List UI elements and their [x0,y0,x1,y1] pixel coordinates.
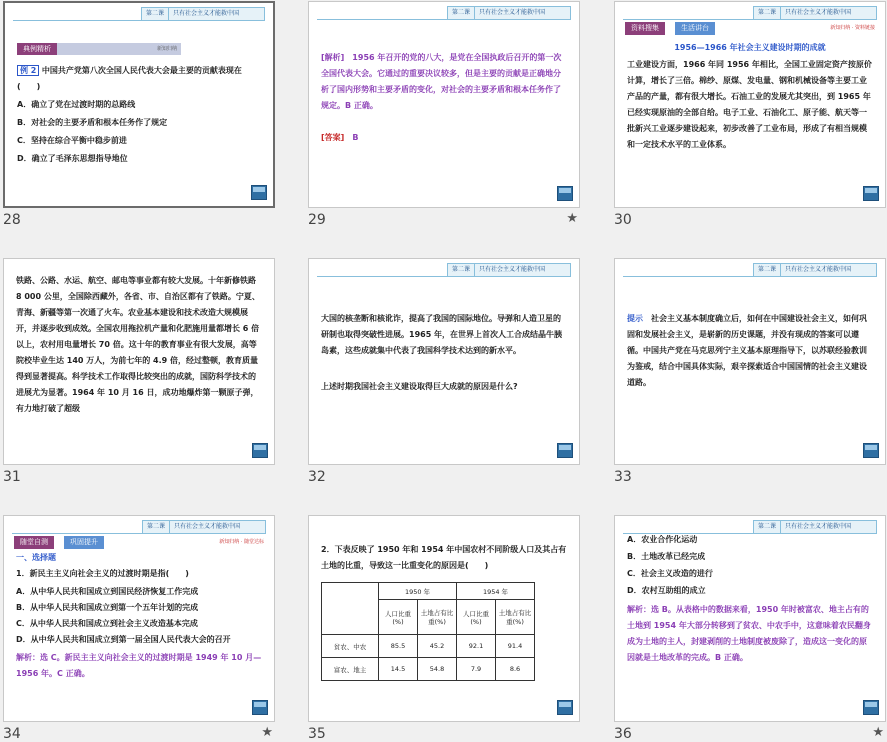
nav-corner-icon [557,186,573,201]
option-a: A．确立了党在过渡时期的总路线 [17,100,136,109]
question-text: 1．新民主主义向社会主义的过渡时期是指( ) [16,569,189,578]
analysis-text: 解析：选 C。新民主主义向社会主义的过渡时期是 1949 年 10 月—1956 年。C 正确。 [16,653,262,678]
slide-header: 第二课 只有社会主义才能救中国 [753,6,877,20]
body-text: 铁路、公路、水运、航空、邮电等事业都有较大发展。十年新修铁路 8 000 公里，全国除西藏外，各省、市、自治区都有了铁路。宁夏、青海、新疆等第一次通了火车。农业基本建设和技术改造大规模展开，并逐步收到成效。全国农用拖拉机产量和化肥施用量都增长 6 倍以上，农村用电量增长 70 倍。这十年的教育事业有很大发展，高等院校毕业生达 140 万人，为前七年的 4.9 倍，经过整顿，教育质量得到显著提高。科学技术工作取得比较突出的成就，国防科学技术的进展尤为显著。1964 年 10 月 16 日，成功地爆炸第一颗原子弹，有力地打破了超级 [16,276,260,413]
slide-header: 第二课 只有社会主义才能救中国 [753,263,877,277]
nav-corner-icon [251,185,267,200]
option-b: B．对社会的主要矛盾和根本任务作了规定 [17,118,168,127]
option-b: B．土地改革已经完成 [627,552,706,561]
table-sub-header: 土地占有比重(%) [418,600,457,635]
option-c: C．坚持在综合平衡中稳步前进 [17,136,127,145]
slide-number: 35 [308,726,326,742]
nav-corner-icon [557,700,573,715]
table-year-header: 1954 年 [457,583,535,600]
slide-number: 31 [3,469,21,485]
slide-number: 36 [614,726,632,742]
table-sub-header: 人口比重(%) [379,600,418,635]
section-tag: 资料搜集 生活讲台 [625,22,735,35]
star-icon[interactable]: ★ [261,725,273,740]
nav-corner-icon [863,443,879,458]
body-text: 大国的核垄断和核讹诈，提高了我国的国际地位。导弹和人造卫星的研制也取得突破性进展。1965 年，在世界上首次人工合成结晶牛胰岛素，这些成就集中代表了我国科学技术达到的新水平。 [321,314,563,355]
table-sub-header: 人口比重(%) [457,600,496,635]
slide-header: 第二课 只有社会主义才能救中国 [447,263,571,277]
slide-number: 32 [308,469,326,485]
star-icon[interactable]: ★ [566,211,578,226]
nav-corner-icon [557,443,573,458]
answer-line: [答案] B [321,133,359,142]
nav-corner-icon [252,443,268,458]
slide-header: 第二课 只有社会主义才能救中国 [141,7,265,21]
slide-preview[interactable] [614,515,886,722]
option-d: D．从中华人民共和国成立到第一届全国人民代表大会的召开 [16,635,231,644]
slide-preview[interactable] [308,1,580,208]
slide-preview[interactable] [614,1,886,208]
slide-number: 30 [614,212,632,228]
table-row: 贫农、中农 85.5 45.2 92.1 91.4 [322,635,535,658]
slide-preview[interactable] [3,515,275,722]
option-b: B．从中华人民共和国成立到第一个五年计划的完成 [16,603,199,612]
slide-number: 28 [3,212,21,228]
section-tag: 随堂自测 巩固提升 [14,536,124,549]
data-table [321,582,535,681]
table-sub-header: 土地占有比重(%) [496,600,535,635]
option-c: C．从中华人民共和国成立到社会主义改造基本完成 [16,619,198,628]
option-d: D．确立了毛泽东思想指导地位 [17,154,128,163]
option-a: A．从中华人民共和国成立到国民经济恢复工作完成 [16,587,199,596]
slide-header: 第二课 只有社会主义才能救中国 [142,520,266,534]
nav-corner-icon [252,700,268,715]
question-text: 上述时期我国社会主义建设取得巨大成就的原因是什么? [321,382,518,391]
slide-header: 第二课 只有社会主义才能救中国 [447,6,571,20]
slide-title: 1956—1966 年社会主义建设时期的成就 [674,43,826,52]
question-text: 例 2 中国共产党第八次全国人民代表大会最主要的贡献表现在( ) [17,66,242,91]
nav-corner-icon [863,700,879,715]
analysis-text: [解析] 1956 年召开的党的八大，是党在全国执政后召开的第一次全国代表大会。它通过的重要决议较多，但是主要的贡献是正确地分析了国内形势和主要矛盾的变化，对社会的主要矛盾和根本任务作了规定。B 正确。 [321,53,562,110]
analysis-text: 解析：选 B。从表格中的数据来看，1950 年时被富农、地主占有的土地到 1954 年大部分转移到了贫农、中农手中，这意味着农民翻身成为土地的主人，封建剥削的土地制度被废除了，造成这一变化的原因就是土地改革的完成。B 正确。 [627,605,871,662]
star-icon[interactable]: ★ [872,725,884,740]
slide-header: 第二课 只有社会主义才能救中国 [753,520,877,534]
slide-preview[interactable] [3,258,275,465]
option-c: C．社会主义改造的进行 [627,569,713,578]
section-heading: 一、选择题 [16,553,56,562]
slide-number: 33 [614,469,632,485]
option-d: D．农村互助组的成立 [627,586,706,595]
body-text: 工业建设方面，1966 年同 1956 年相比，全国工业固定资产按原价计算，增长了三倍。棉纱、原煤、发电量、钢和机械设备等主要工业产品的产量，都有很大增长。石油工业的发展尤其突出，到 1965 年已经实现原油的全部自给。电子工业、石油化工、原子能、航天等一批新兴工业逐步建设起来，初步改善了工业布局，形成了有相当规模和一定技术水平的工业体系。 [627,60,872,149]
nav-corner-icon [863,186,879,201]
section-subtag: 新知归纳 · 随堂达标 [219,539,264,545]
slide-preview[interactable] [308,515,580,722]
section-tag: 典例精析 新知归纳 [17,43,181,55]
slide-number: 29 [308,212,326,228]
slide-preview[interactable] [308,258,580,465]
section-subtag: 新知归纳 · 资料链接 [830,25,875,31]
question-text: 2．下表反映了 1950 年和 1954 年中国农村不同阶级人口及其占有土地的比重，导致这一比重变化的原因是( ) [321,545,567,570]
slide-number: 34 [3,726,21,742]
table-row: 富农、地主 14.5 54.8 7.9 8.6 [322,658,535,681]
table-year-header: 1950 年 [379,583,457,600]
option-a: A．农业合作化运动 [627,535,698,544]
slide-preview[interactable] [3,1,275,208]
hint-text: 提示 社会主义基本制度确立后，如何在中国建设社会主义，如何巩固和发展社会主义，是崭新的历史课题，并没有现成的答案可以遵循。中国共产党在马克思列宁主义基本原理指导下，以苏联经验教训为鉴戒，结合中国具体实际，艰辛探索适合中国国情的社会主义建设道路。 [627,314,867,387]
slide-preview[interactable] [614,258,886,465]
